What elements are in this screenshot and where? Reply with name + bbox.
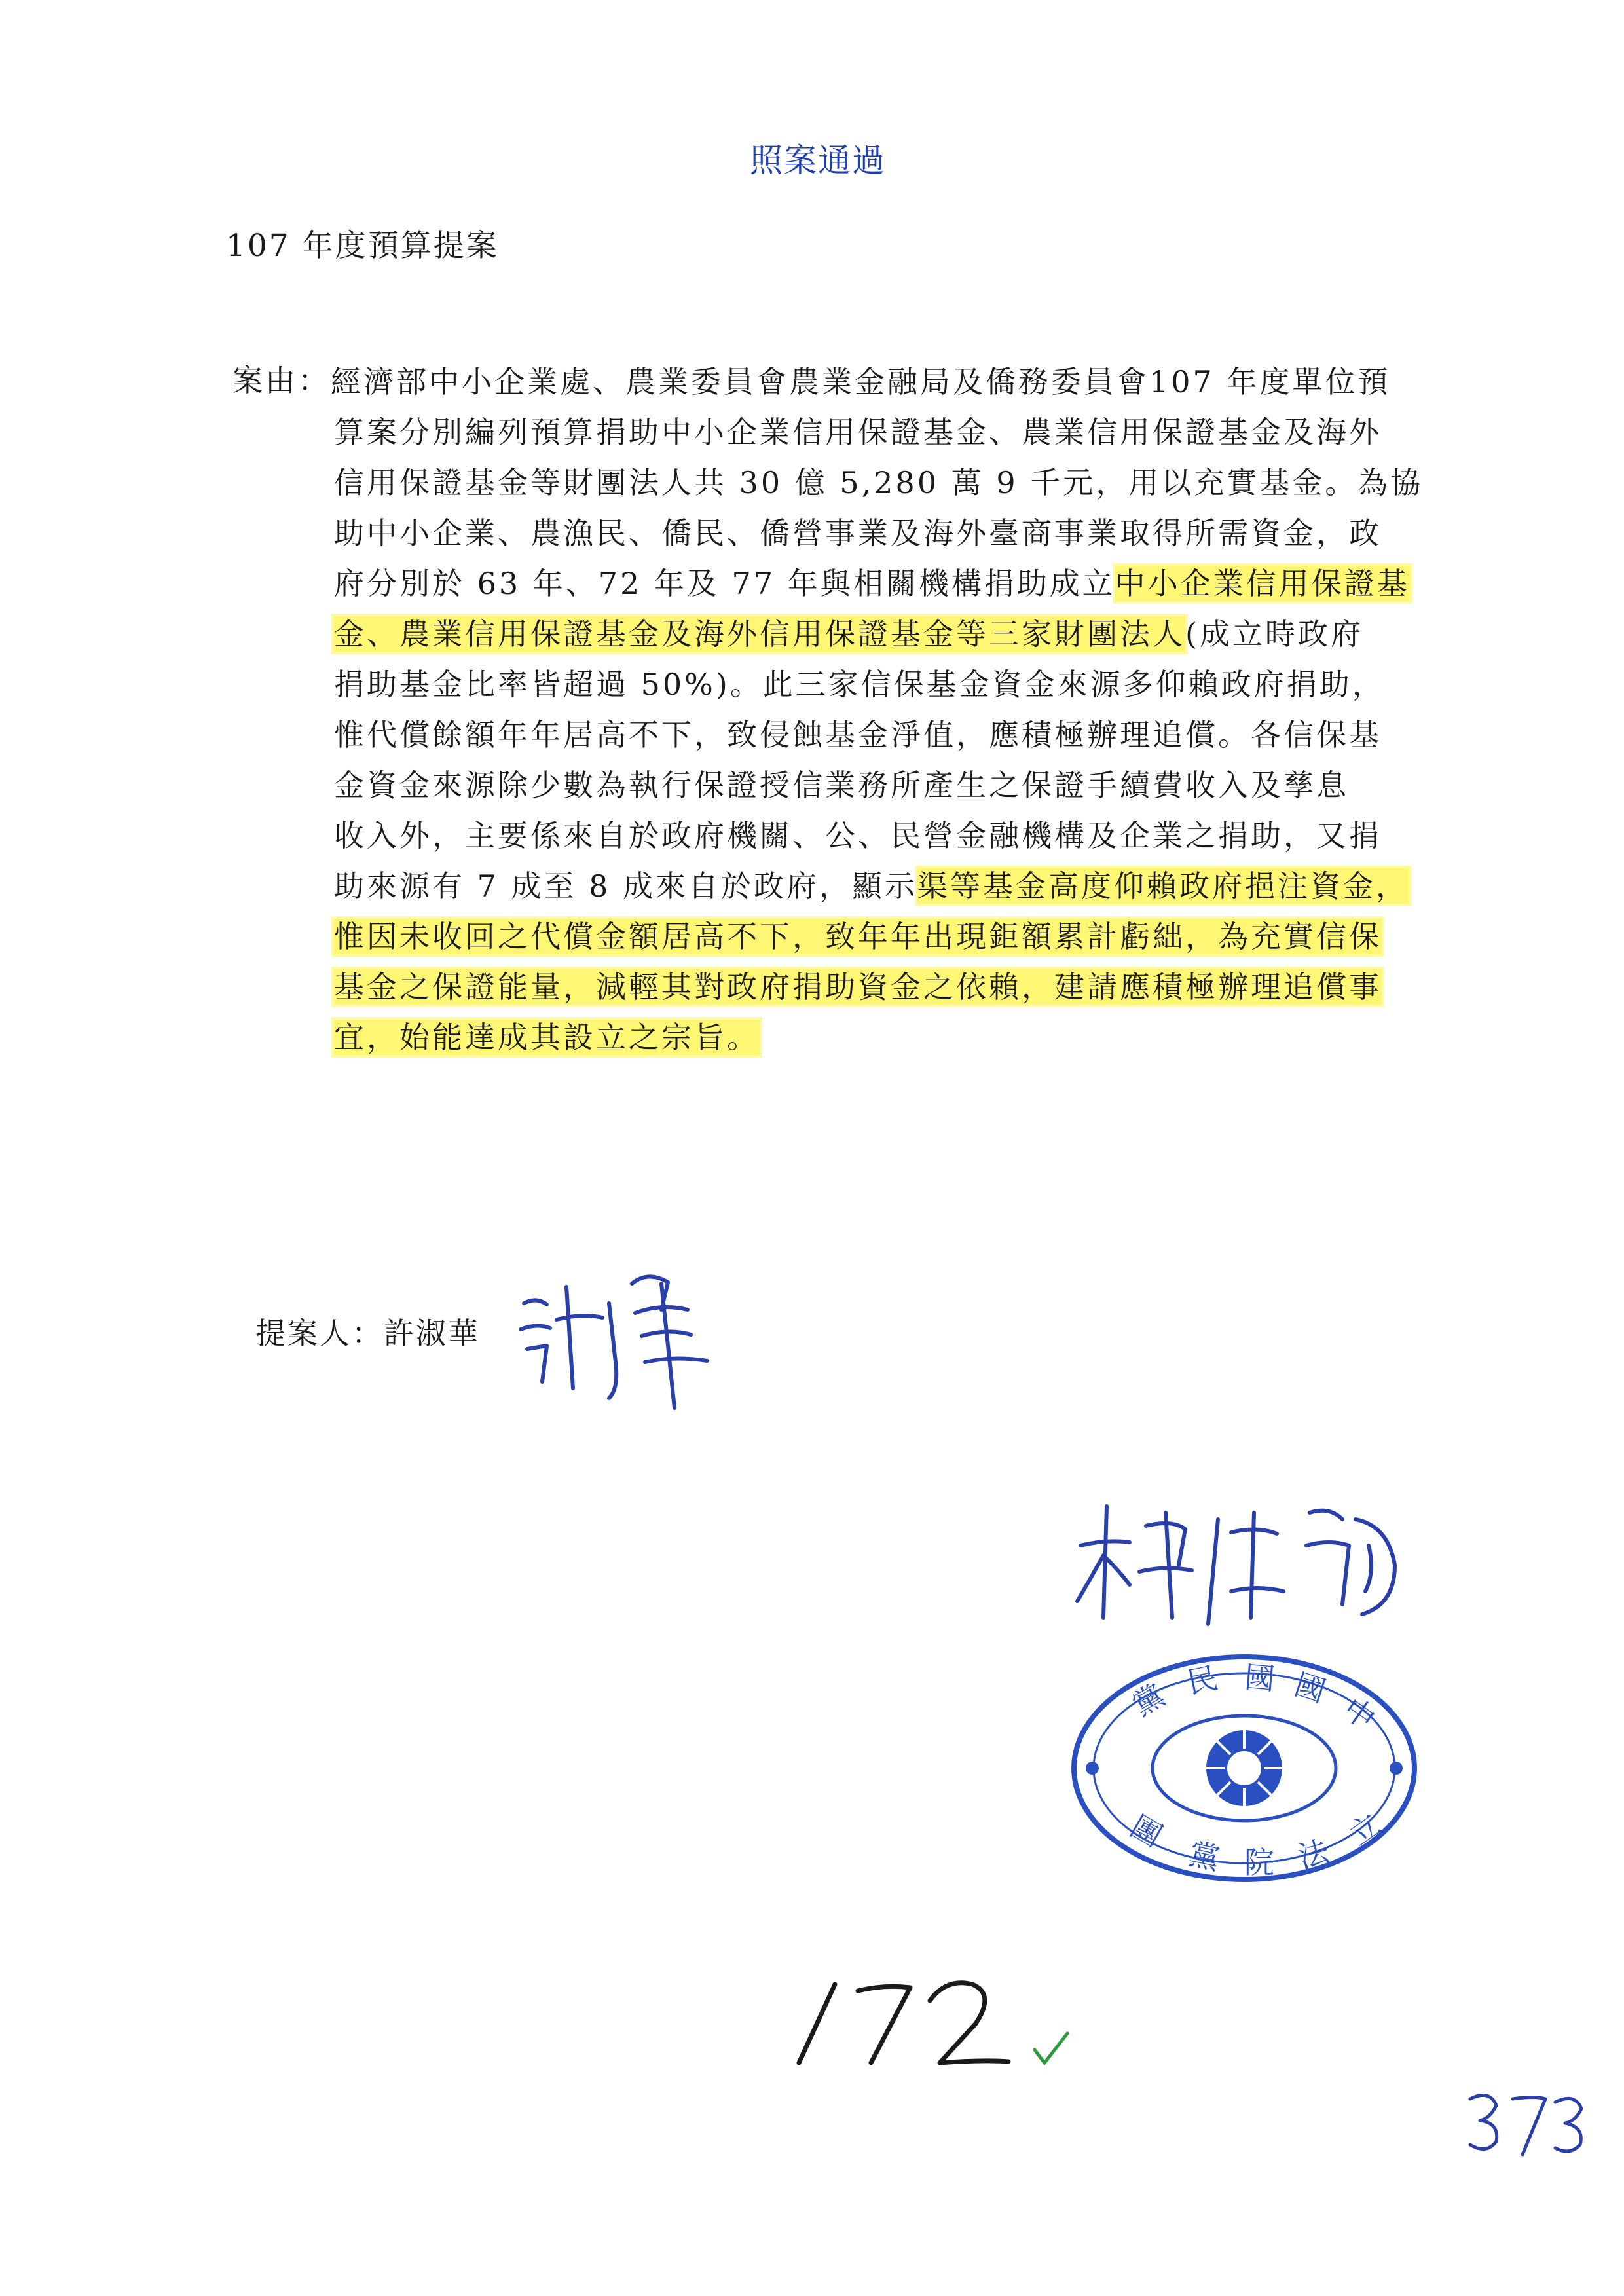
svg-text:法: 法 (1294, 1833, 1333, 1876)
case-line (334, 1012, 1395, 1063)
svg-text:立: 立 (1342, 1806, 1388, 1853)
case-text: 經濟部中小企業處、農業委員會農業金融局及僑務委員會107 年度單位預 (331, 364, 1391, 399)
svg-text:國: 國 (1290, 1666, 1330, 1710)
highlighted-text: 渠等基金高度仰賴政府挹注資金， (917, 868, 1409, 904)
case-line (334, 760, 1395, 811)
proposer-signature (511, 1257, 747, 1415)
case-line (334, 962, 1395, 1012)
svg-text:黨: 黨 (1186, 1836, 1223, 1877)
svg-text:國: 國 (1243, 1659, 1276, 1697)
document-title: 107 年度預算提案 (226, 228, 499, 264)
case-line (331, 357, 1395, 407)
svg-text:民: 民 (1183, 1659, 1221, 1701)
svg-text:院: 院 (1244, 1845, 1274, 1880)
case-text: 收入外，主要係來自於政府機關、公、民營金融機構及企業之捐助，又捐 (334, 818, 1382, 853)
highlighted-text: 基金之保證能量，減輕其對政府捐助資金之依賴，建請應積極辦理追償事 (334, 969, 1382, 1005)
proposer-label: 提案人：許淑華 (255, 1316, 480, 1351)
case-text: 惟代償餘額年年居高不下，致侵蝕基金淨值，應積極辦理追償。各信保基 (334, 717, 1382, 752)
second-signature (1067, 1493, 1408, 1644)
highlighted-text: 金、農業信用保證基金及海外信用保證基金等三家財團法人 (334, 616, 1185, 652)
case-text: 府分別於 63 年、72 年及 77 年與相關機構捐助成立 (334, 566, 1115, 601)
case-label: 案由： (232, 363, 331, 398)
case-line (334, 912, 1395, 962)
case-line (334, 559, 1410, 609)
case-text: 助中小企業、農漁民、僑民、僑營事業及海外臺商事業取得所需資金，政 (334, 515, 1382, 551)
case-text: (成立時政府 (1185, 616, 1363, 652)
case-text: 信用保證基金等財團法人共 30 億 5,280 萬 9 千元，用以充實基金。為協 (334, 465, 1424, 500)
highlighted-text: 中小企業信用保證基 (1115, 566, 1410, 601)
case-line (334, 508, 1395, 559)
case-text: 金資金來源除少數為執行保證授信業務所產生之保證手續費收入及孳息 (334, 768, 1349, 803)
case-text: 助來源有 7 成至 8 成來自於政府，顯示 (334, 868, 918, 904)
case-line (334, 609, 1395, 659)
case-text: 算案分別編列預算捐助中小企業信用保證基金、農業信用保證基金及海外 (334, 415, 1382, 450)
approval-stamp-text: 照案通過 (750, 141, 886, 179)
case-line (334, 659, 1395, 710)
case-line (334, 710, 1395, 760)
case-line (334, 811, 1395, 861)
case-text: 捐助基金比率皆超過 50%)。此三家信保基金資金來源多仰賴政府捐助， (334, 667, 1385, 702)
corner-page-number (1464, 2083, 1595, 2161)
svg-text:團: 團 (1124, 1808, 1169, 1855)
highlighted-text: 宜，始能達成其設立之宗旨。 (334, 1020, 760, 1055)
case-line (334, 407, 1395, 458)
case-line (334, 458, 1424, 508)
svg-text:中: 中 (1337, 1690, 1382, 1737)
svg-text:黨: 黨 (1126, 1676, 1171, 1723)
case-line (334, 861, 1409, 912)
caucus-seal (1067, 1650, 1421, 1886)
case-body (331, 357, 1424, 1063)
handwritten-number (786, 1965, 1126, 2069)
highlighted-text: 惟因未收回之代償金額居高不下，致年年出現鉅額累計虧絀，為充實信保 (334, 919, 1382, 954)
